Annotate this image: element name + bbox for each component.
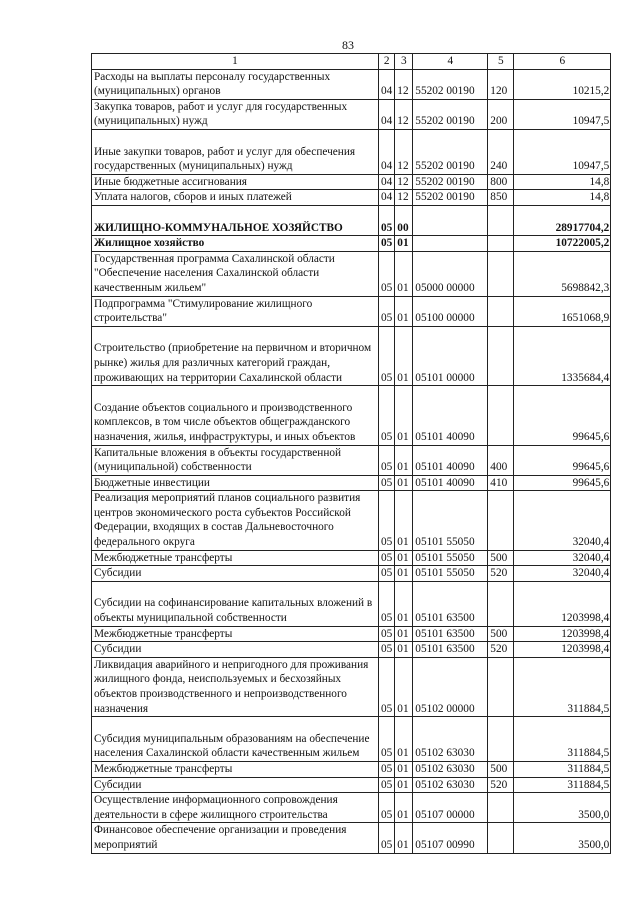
row-expense-type-cell: 500 <box>488 626 514 642</box>
row-name-cell: Жилищное хозяйство <box>92 236 379 252</box>
table-row <box>92 99 611 129</box>
row-section-cell: 05 <box>379 251 395 296</box>
row-amount-cell: 3500,0 <box>514 823 611 853</box>
row-section-cell: 05 <box>379 445 395 475</box>
table-row <box>92 386 611 445</box>
row-name-cell: Субсидии <box>92 777 379 793</box>
row-name-cell: Межбюджетные трансферты <box>92 550 379 566</box>
row-section-cell: 04 <box>379 129 395 174</box>
row-amount-cell: 1203998,4 <box>514 626 611 642</box>
row-expense-type-cell: 500 <box>488 762 514 778</box>
row-section-cell: 04 <box>379 174 395 190</box>
row-target-article-cell: 05000 00000 <box>413 251 488 296</box>
row-expense-type-cell: 410 <box>488 475 514 491</box>
table-row <box>92 236 611 252</box>
row-section-cell: 05 <box>379 657 395 716</box>
row-subsection-cell: 00 <box>395 205 413 235</box>
row-section-cell: 05 <box>379 793 395 823</box>
row-subsection-cell: 01 <box>395 550 413 566</box>
row-subsection-cell: 12 <box>395 174 413 190</box>
column-header: 5 <box>488 54 514 70</box>
table-row <box>92 445 611 475</box>
row-expense-type-cell: 520 <box>488 777 514 793</box>
row-target-article-cell: 05100 00000 <box>413 296 488 326</box>
row-target-article-cell: 05101 40090 <box>413 475 488 491</box>
table-row <box>92 762 611 778</box>
row-name-cell: Осуществление информационного сопровождения деятельности в сфере жилищного строительства <box>92 793 379 823</box>
row-section-cell: 05 <box>379 205 395 235</box>
row-name-cell: Ликвидация аварийного и непригодного для проживания жилищного фонда, неиспользуемых и бесхозяйных объектов производственного и непроизводственного назначения <box>92 657 379 716</box>
row-expense-type-cell <box>488 251 514 296</box>
table-row <box>92 793 611 823</box>
table-row <box>92 69 611 99</box>
row-section-cell: 05 <box>379 550 395 566</box>
row-subsection-cell: 01 <box>395 657 413 716</box>
row-target-article-cell: 05101 63500 <box>413 626 488 642</box>
row-target-article-cell: 05101 40090 <box>413 386 488 445</box>
row-name-cell: Субсидии <box>92 642 379 658</box>
row-amount-cell: 32040,4 <box>514 491 611 550</box>
row-name-cell: Уплата налогов, сборов и иных платежей <box>92 190 379 206</box>
row-subsection-cell: 12 <box>395 190 413 206</box>
row-name-cell: Иные закупки товаров, работ и услуг для обеспечения государственных (муниципальных) нужд <box>92 129 379 174</box>
table-row <box>92 657 611 716</box>
row-section-cell: 05 <box>379 581 395 626</box>
row-subsection-cell: 01 <box>395 251 413 296</box>
row-section-cell: 05 <box>379 642 395 658</box>
row-amount-cell: 1651068,9 <box>514 296 611 326</box>
row-section-cell: 05 <box>379 717 395 762</box>
row-amount-cell: 99645,6 <box>514 445 611 475</box>
row-target-article-cell: 55202 00190 <box>413 69 488 99</box>
row-subsection-cell: 12 <box>395 69 413 99</box>
row-name-cell: Реализация мероприятий планов социального развития центров экономического роста субъектов Российской Федерации, входящих в состав Дальневосточного федерального округа <box>92 491 379 550</box>
row-subsection-cell: 12 <box>395 129 413 174</box>
row-amount-cell: 5698842,3 <box>514 251 611 296</box>
row-name-cell: Межбюджетные трансферты <box>92 626 379 642</box>
table-row <box>92 642 611 658</box>
row-expense-type-cell: 800 <box>488 174 514 190</box>
row-subsection-cell: 01 <box>395 445 413 475</box>
row-expense-type-cell: 520 <box>488 566 514 582</box>
row-subsection-cell: 01 <box>395 581 413 626</box>
row-target-article-cell: 05101 63500 <box>413 581 488 626</box>
row-target-article-cell: 05102 00000 <box>413 657 488 716</box>
row-expense-type-cell <box>488 491 514 550</box>
row-target-article-cell: 55202 00190 <box>413 174 488 190</box>
row-name-cell: Финансовое обеспечение организации и проведения мероприятий <box>92 823 379 853</box>
row-amount-cell: 311884,5 <box>514 762 611 778</box>
row-target-article-cell: 05102 63030 <box>413 717 488 762</box>
row-amount-cell: 1203998,4 <box>514 581 611 626</box>
row-amount-cell: 14,8 <box>514 190 611 206</box>
table-row <box>92 296 611 326</box>
row-amount-cell: 311884,5 <box>514 777 611 793</box>
row-section-cell: 05 <box>379 326 395 385</box>
row-amount-cell: 10722005,2 <box>514 236 611 252</box>
table-row <box>92 205 611 235</box>
row-subsection-cell: 01 <box>395 296 413 326</box>
row-target-article-cell: 05101 63500 <box>413 642 488 658</box>
row-subsection-cell: 01 <box>395 626 413 642</box>
row-subsection-cell: 01 <box>395 642 413 658</box>
row-target-article-cell: 05107 00000 <box>413 793 488 823</box>
row-amount-cell: 311884,5 <box>514 717 611 762</box>
table-row <box>92 566 611 582</box>
row-name-cell: Субсидии <box>92 566 379 582</box>
row-target-article-cell: 05101 40090 <box>413 445 488 475</box>
row-expense-type-cell: 520 <box>488 642 514 658</box>
row-section-cell: 05 <box>379 823 395 853</box>
row-section-cell: 05 <box>379 475 395 491</box>
table-row <box>92 626 611 642</box>
table-row <box>92 717 611 762</box>
row-amount-cell: 32040,4 <box>514 550 611 566</box>
row-subsection-cell: 01 <box>395 762 413 778</box>
row-target-article-cell: 55202 00190 <box>413 129 488 174</box>
table-row <box>92 491 611 550</box>
row-name-cell: Межбюджетные трансферты <box>92 762 379 778</box>
row-expense-type-cell <box>488 205 514 235</box>
row-name-cell: Расходы на выплаты персоналу государственных (муниципальных) органов <box>92 69 379 99</box>
row-section-cell: 05 <box>379 566 395 582</box>
row-name-cell: Субсидия муниципальным образованиям на обеспечение населения Сахалинской области качественным жильем <box>92 717 379 762</box>
row-expense-type-cell <box>488 386 514 445</box>
table-row <box>92 129 611 174</box>
row-expense-type-cell: 240 <box>488 129 514 174</box>
row-name-cell: Капитальные вложения в объекты государственной (муниципальной) собственности <box>92 445 379 475</box>
row-target-article-cell: 05107 00990 <box>413 823 488 853</box>
row-section-cell: 05 <box>379 777 395 793</box>
row-section-cell: 05 <box>379 762 395 778</box>
row-subsection-cell: 01 <box>395 777 413 793</box>
row-expense-type-cell <box>488 793 514 823</box>
row-target-article-cell: 55202 00190 <box>413 190 488 206</box>
row-amount-cell: 99645,6 <box>514 386 611 445</box>
row-subsection-cell: 01 <box>395 475 413 491</box>
row-amount-cell: 32040,4 <box>514 566 611 582</box>
row-name-cell: Бюджетные инвестиции <box>92 475 379 491</box>
table-row <box>92 251 611 296</box>
row-expense-type-cell <box>488 717 514 762</box>
table-row <box>92 174 611 190</box>
row-target-article-cell: 05101 55050 <box>413 550 488 566</box>
row-amount-cell: 10215,2 <box>514 69 611 99</box>
budget-table <box>91 53 611 854</box>
row-target-article-cell: 05101 00000 <box>413 326 488 385</box>
table-row <box>92 777 611 793</box>
row-target-article-cell: 05102 63030 <box>413 777 488 793</box>
row-expense-type-cell: 400 <box>488 445 514 475</box>
row-expense-type-cell: 120 <box>488 69 514 99</box>
row-name-cell: Субсидии на софинансирование капитальных вложений в объекты муниципальной собственности <box>92 581 379 626</box>
row-name-cell: Иные бюджетные ассигнования <box>92 174 379 190</box>
table-row <box>92 550 611 566</box>
row-name-cell: Государственная программа Сахалинской области "Обеспечение населения Сахалинской области качественным жильем" <box>92 251 379 296</box>
row-expense-type-cell: 200 <box>488 99 514 129</box>
row-amount-cell: 10947,5 <box>514 99 611 129</box>
table-row <box>92 581 611 626</box>
row-expense-type-cell: 500 <box>488 550 514 566</box>
row-name-cell: Строительство (приобретение на первичном и вторичном рынке) жилья для различных категорий граждан, проживающих на территории Сахалинской области <box>92 326 379 385</box>
column-header: 3 <box>395 54 413 70</box>
column-header: 4 <box>413 54 488 70</box>
row-amount-cell: 3500,0 <box>514 793 611 823</box>
column-header: 2 <box>379 54 395 70</box>
page-number: 83 <box>342 38 354 52</box>
row-amount-cell: 28917704,2 <box>514 205 611 235</box>
row-section-cell: 05 <box>379 296 395 326</box>
row-subsection-cell: 01 <box>395 491 413 550</box>
row-section-cell: 04 <box>379 69 395 99</box>
row-section-cell: 04 <box>379 99 395 129</box>
row-amount-cell: 1203998,4 <box>514 642 611 658</box>
row-name-cell: Закупка товаров, работ и услуг для государственных (муниципальных) нужд <box>92 99 379 129</box>
row-target-article-cell: 55202 00190 <box>413 99 488 129</box>
row-name-cell: ЖИЛИЩНО-КОММУНАЛЬНОЕ ХОЗЯЙСТВО <box>92 205 379 235</box>
row-name-cell: Подпрограмма "Стимулирование жилищного строительства" <box>92 296 379 326</box>
row-subsection-cell: 01 <box>395 793 413 823</box>
row-section-cell: 05 <box>379 386 395 445</box>
row-expense-type-cell <box>488 296 514 326</box>
row-target-article-cell: 05101 55050 <box>413 566 488 582</box>
row-amount-cell: 14,8 <box>514 174 611 190</box>
row-subsection-cell: 01 <box>395 236 413 252</box>
row-subsection-cell: 01 <box>395 386 413 445</box>
row-amount-cell: 1335684,4 <box>514 326 611 385</box>
row-subsection-cell: 01 <box>395 717 413 762</box>
row-expense-type-cell <box>488 823 514 853</box>
row-subsection-cell: 01 <box>395 566 413 582</box>
row-amount-cell: 311884,5 <box>514 657 611 716</box>
row-target-article-cell <box>413 236 488 252</box>
table-row <box>92 190 611 206</box>
table-header-row <box>92 54 611 70</box>
table-row <box>92 326 611 385</box>
row-expense-type-cell <box>488 657 514 716</box>
row-subsection-cell: 12 <box>395 99 413 129</box>
row-amount-cell: 10947,5 <box>514 129 611 174</box>
row-name-cell: Создание объектов социального и производственного комплексов, в том числе объектов общегражданского назначения, жилья, инфраструктуры, и иных объектов <box>92 386 379 445</box>
row-amount-cell: 99645,6 <box>514 475 611 491</box>
row-expense-type-cell <box>488 236 514 252</box>
row-subsection-cell: 01 <box>395 823 413 853</box>
column-header: 1 <box>92 54 379 70</box>
table-row <box>92 475 611 491</box>
row-expense-type-cell: 850 <box>488 190 514 206</box>
row-target-article-cell <box>413 205 488 235</box>
row-expense-type-cell <box>488 326 514 385</box>
row-section-cell: 05 <box>379 626 395 642</box>
row-expense-type-cell <box>488 581 514 626</box>
row-section-cell: 05 <box>379 491 395 550</box>
row-section-cell: 04 <box>379 190 395 206</box>
row-subsection-cell: 01 <box>395 326 413 385</box>
row-target-article-cell: 05101 55050 <box>413 491 488 550</box>
column-header: 6 <box>514 54 611 70</box>
row-section-cell: 05 <box>379 236 395 252</box>
table-row <box>92 823 611 853</box>
row-target-article-cell: 05102 63030 <box>413 762 488 778</box>
